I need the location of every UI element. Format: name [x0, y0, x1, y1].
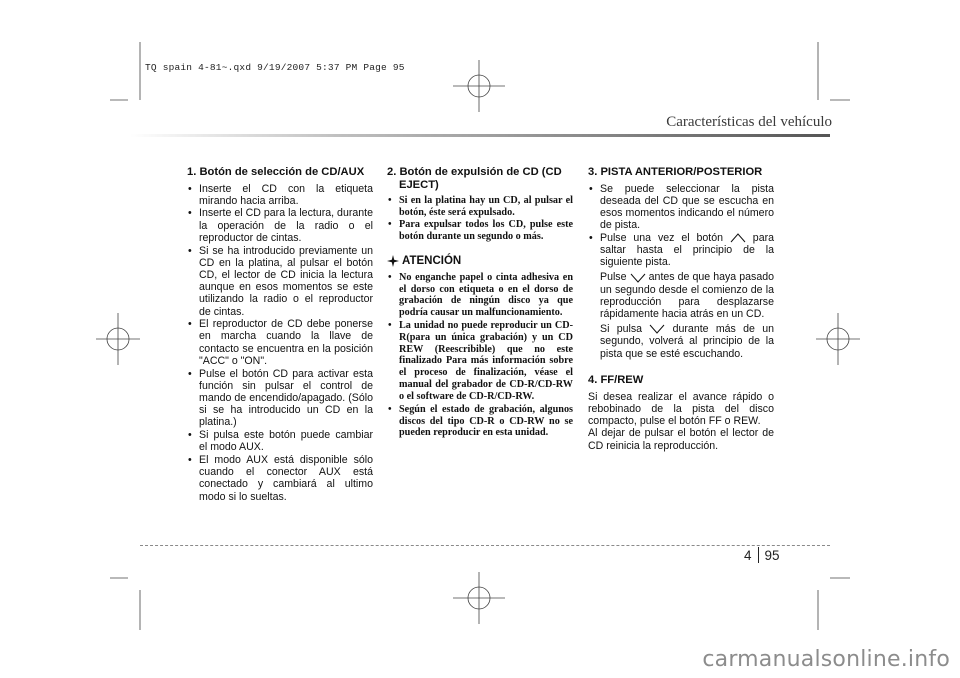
- page-number: [744, 547, 780, 563]
- text-run: Si pulsa: [600, 323, 643, 336]
- list-item: • Para expulsar todos los CD, pulse este botón durante un segundo o más.: [387, 219, 573, 243]
- column-cd-eject: [387, 166, 573, 440]
- list-item: • Se puede seleccionar la pista deseada del CD que se escucha en esos momentos indicando el número de pista.: [588, 183, 774, 232]
- text-run: durante más de un segundo, volverá al principio de la pista que se esté escuchando.: [600, 323, 774, 360]
- text-run: Pulse una vez el botón: [600, 231, 723, 244]
- list-item: • No enganche papel o cinta adhesiva en el dorso con etiqueta o en el dorso de grabación de ningún disco ya que podría causar un malfuncionamiento.: [387, 272, 573, 320]
- list-item: • Si en la platina hay un CD, al pulsar el botón, éste será expulsado.: [387, 195, 573, 219]
- list-item: • Inserte el CD para la lectura, durante la operación de la radio o el reproductor de cintas.: [187, 207, 373, 244]
- page-number-value: 95: [764, 547, 780, 563]
- watermark: carmanualsonline.info: [702, 647, 950, 672]
- text-run: para saltar hasta el principio de la siguiente pista.: [600, 231, 774, 269]
- caution-title: ATENCIÓN: [402, 255, 462, 268]
- header-rule: [130, 134, 830, 137]
- list-item-track-buttons: [588, 232, 774, 360]
- text-run: antes de que haya pasado un segundo desde el comienzo de la reproducción para desplazarse rápidamente hacia atrás en un CD.: [600, 271, 775, 321]
- ff-rew-paragraph: Al dejar de pulsar el botón el lector de CD reinicia la reproducción.: [588, 427, 774, 452]
- text-run: Pulse: [600, 271, 627, 284]
- section-heading-track: 3. PISTA ANTERIOR/POSTERIOR: [588, 166, 763, 178]
- caret-down-icon: [630, 273, 646, 283]
- list-item: • Si se ha introducido previamente un CD en la platina, al pulsar el botón CD, el lector de CD inicia la lectura aunque en esos momentos se este utilizando la radio o el reproductor de cintas.: [187, 245, 373, 318]
- list-item: • Si pulsa este botón puede cambiar el modo AUX.: [187, 429, 373, 453]
- ff-rew-paragraph: Si desea realizar el avance rápido o rebobinado de la pista del disco compacto, pulse el botón FF o REW.: [588, 390, 774, 428]
- list-item: • El reproductor de CD debe ponerse en marcha cuando la llave de contacto se encuentra en la posición "ACC" o "ON".: [187, 318, 373, 367]
- list-item: • La unidad no puede reproducir un CD-R(para un única grabación) y un CD REW (Reescribible) que no este finalizado Para más información sobre el proceso de finalización, véase el manual del grabador de CD-R/CD-RW o el software de CD-R/CD-RW.: [387, 320, 573, 403]
- four-point-star-icon: [387, 255, 399, 267]
- track-list: [588, 183, 774, 360]
- caution-heading: [387, 255, 573, 268]
- section-heading-cd-eject: 2. Botón de expulsión de CD (CD EJECT): [387, 166, 562, 191]
- column-track: [588, 166, 774, 452]
- column-cd-aux: [187, 166, 373, 503]
- section-number: 4: [744, 547, 752, 563]
- caret-up-icon: [730, 233, 746, 243]
- running-head: Características del vehículo: [666, 114, 832, 130]
- list-item: • Pulse el botón CD para activar esta función sin pulsar el control de mando de encendido/apagado. (Sólo si se ha introducido un CD en la platina.): [187, 368, 373, 429]
- caution-list: [387, 272, 573, 440]
- print-slug-line: TQ spain 4-81~.qxd 9/19/2007 5:37 PM Page 95: [145, 62, 405, 73]
- list-item: • Inserte el CD con la etiqueta mirando hacia arriba.: [187, 183, 373, 207]
- cd-eject-list: [387, 195, 573, 243]
- section-heading-cd-aux: 1. Botón de selección de CD/AUX: [187, 166, 365, 178]
- footer-rule: [140, 545, 830, 546]
- section-heading-ff-rew: 4. FF/REW: [588, 374, 644, 387]
- page-number-divider: [758, 547, 759, 563]
- list-item: • El modo AUX está disponible sólo cuando el conector AUX está conectado y cambiará al ultimo modo si lo sueltas.: [187, 454, 373, 503]
- caret-down-icon: [649, 324, 665, 334]
- cd-aux-list: [187, 183, 373, 503]
- list-item: • Según el estado de grabación, algunos discos del tipo CD-R o CD-RW no se pueden reproducir en esta unidad.: [387, 404, 573, 440]
